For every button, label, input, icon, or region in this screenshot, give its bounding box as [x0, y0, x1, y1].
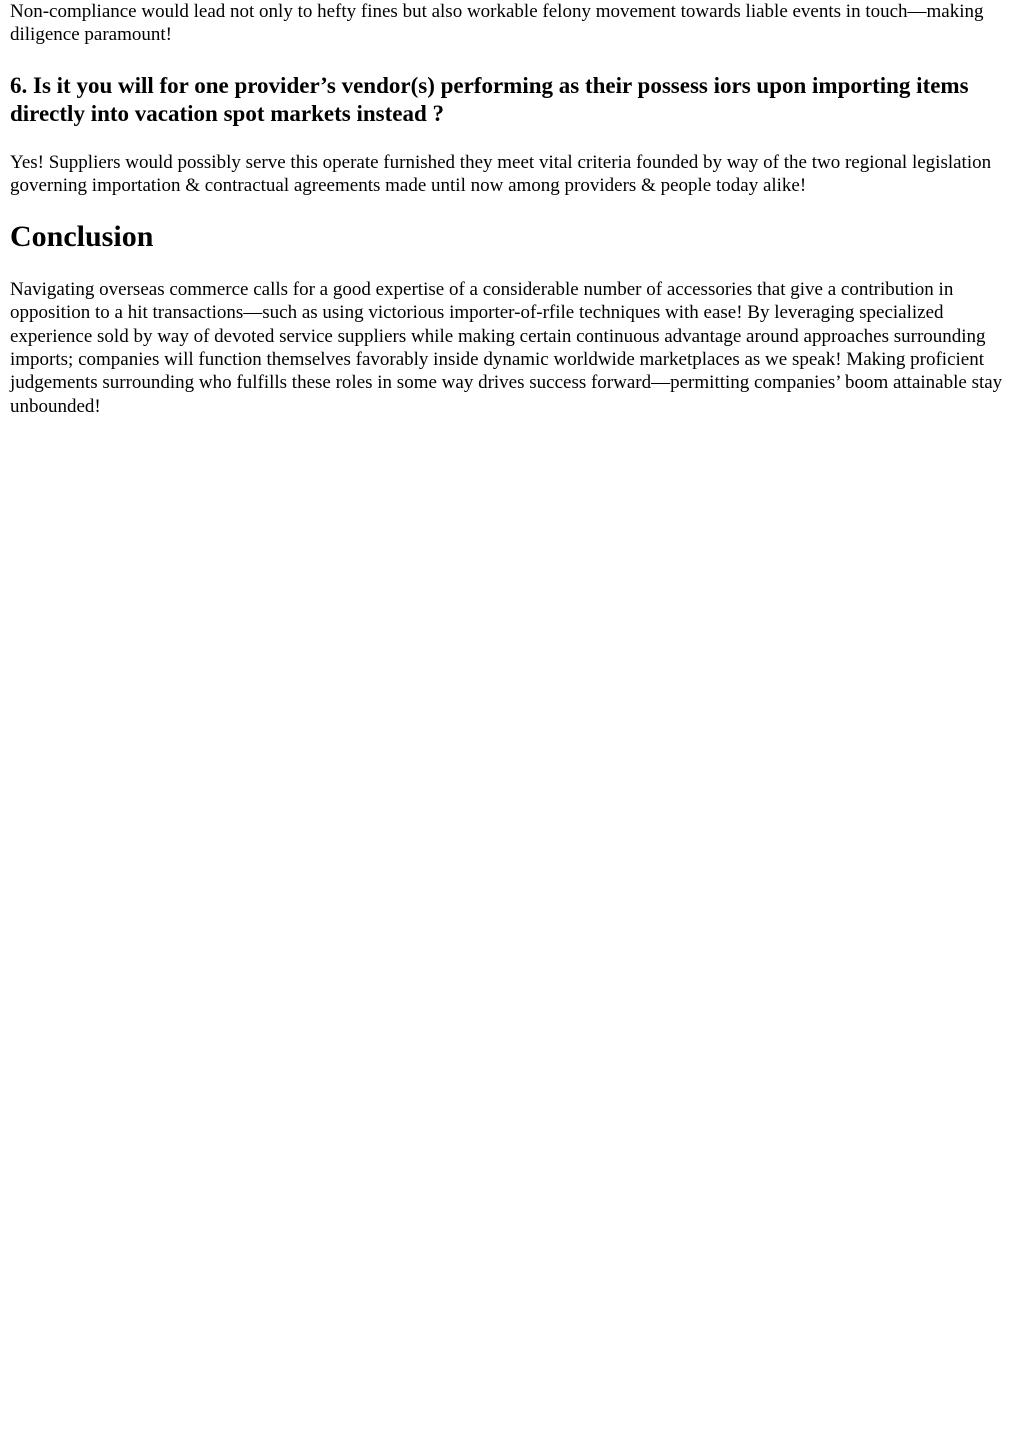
- article-content: [0, 0, 1024, 418]
- intro-paragraph: Non-compliance would lead not only to hefty fines but also workable felony movement towards liable events in touch—making diligence paramount!: [10, 1, 984, 46]
- question-6-answer: Yes! Suppliers would possibly serve this operate furnished they meet vital criteria founded by way of the two regional legislation governing importation & contractual agreements made until now among providers & people today alike!: [10, 151, 992, 196]
- question-6-heading: 6. Is it you will for one provider’s vendor(s) performing as their possess iors upon importing items directly into vacation spot markets instead ?: [10, 72, 969, 127]
- conclusion-paragraph: Navigating overseas commerce calls for a good expertise of a considerable number of accessories that give a contribution in opposition to a hit transactions—such as using victorious importer-of-rfile techniques with ease! By leveraging specialized experience sold by way of devoted service suppliers while making certain continuous advantage around approaches surrounding imports; companies will function themselves favorably inside dynamic worldwide marketplaces as we speak! Making proficient judgements surrounding who fulfills these roles in some way drives success forward—permitting companies’ boom attainable stay unbounded!: [10, 279, 1003, 417]
- conclusion-heading: Conclusion: [10, 220, 154, 254]
